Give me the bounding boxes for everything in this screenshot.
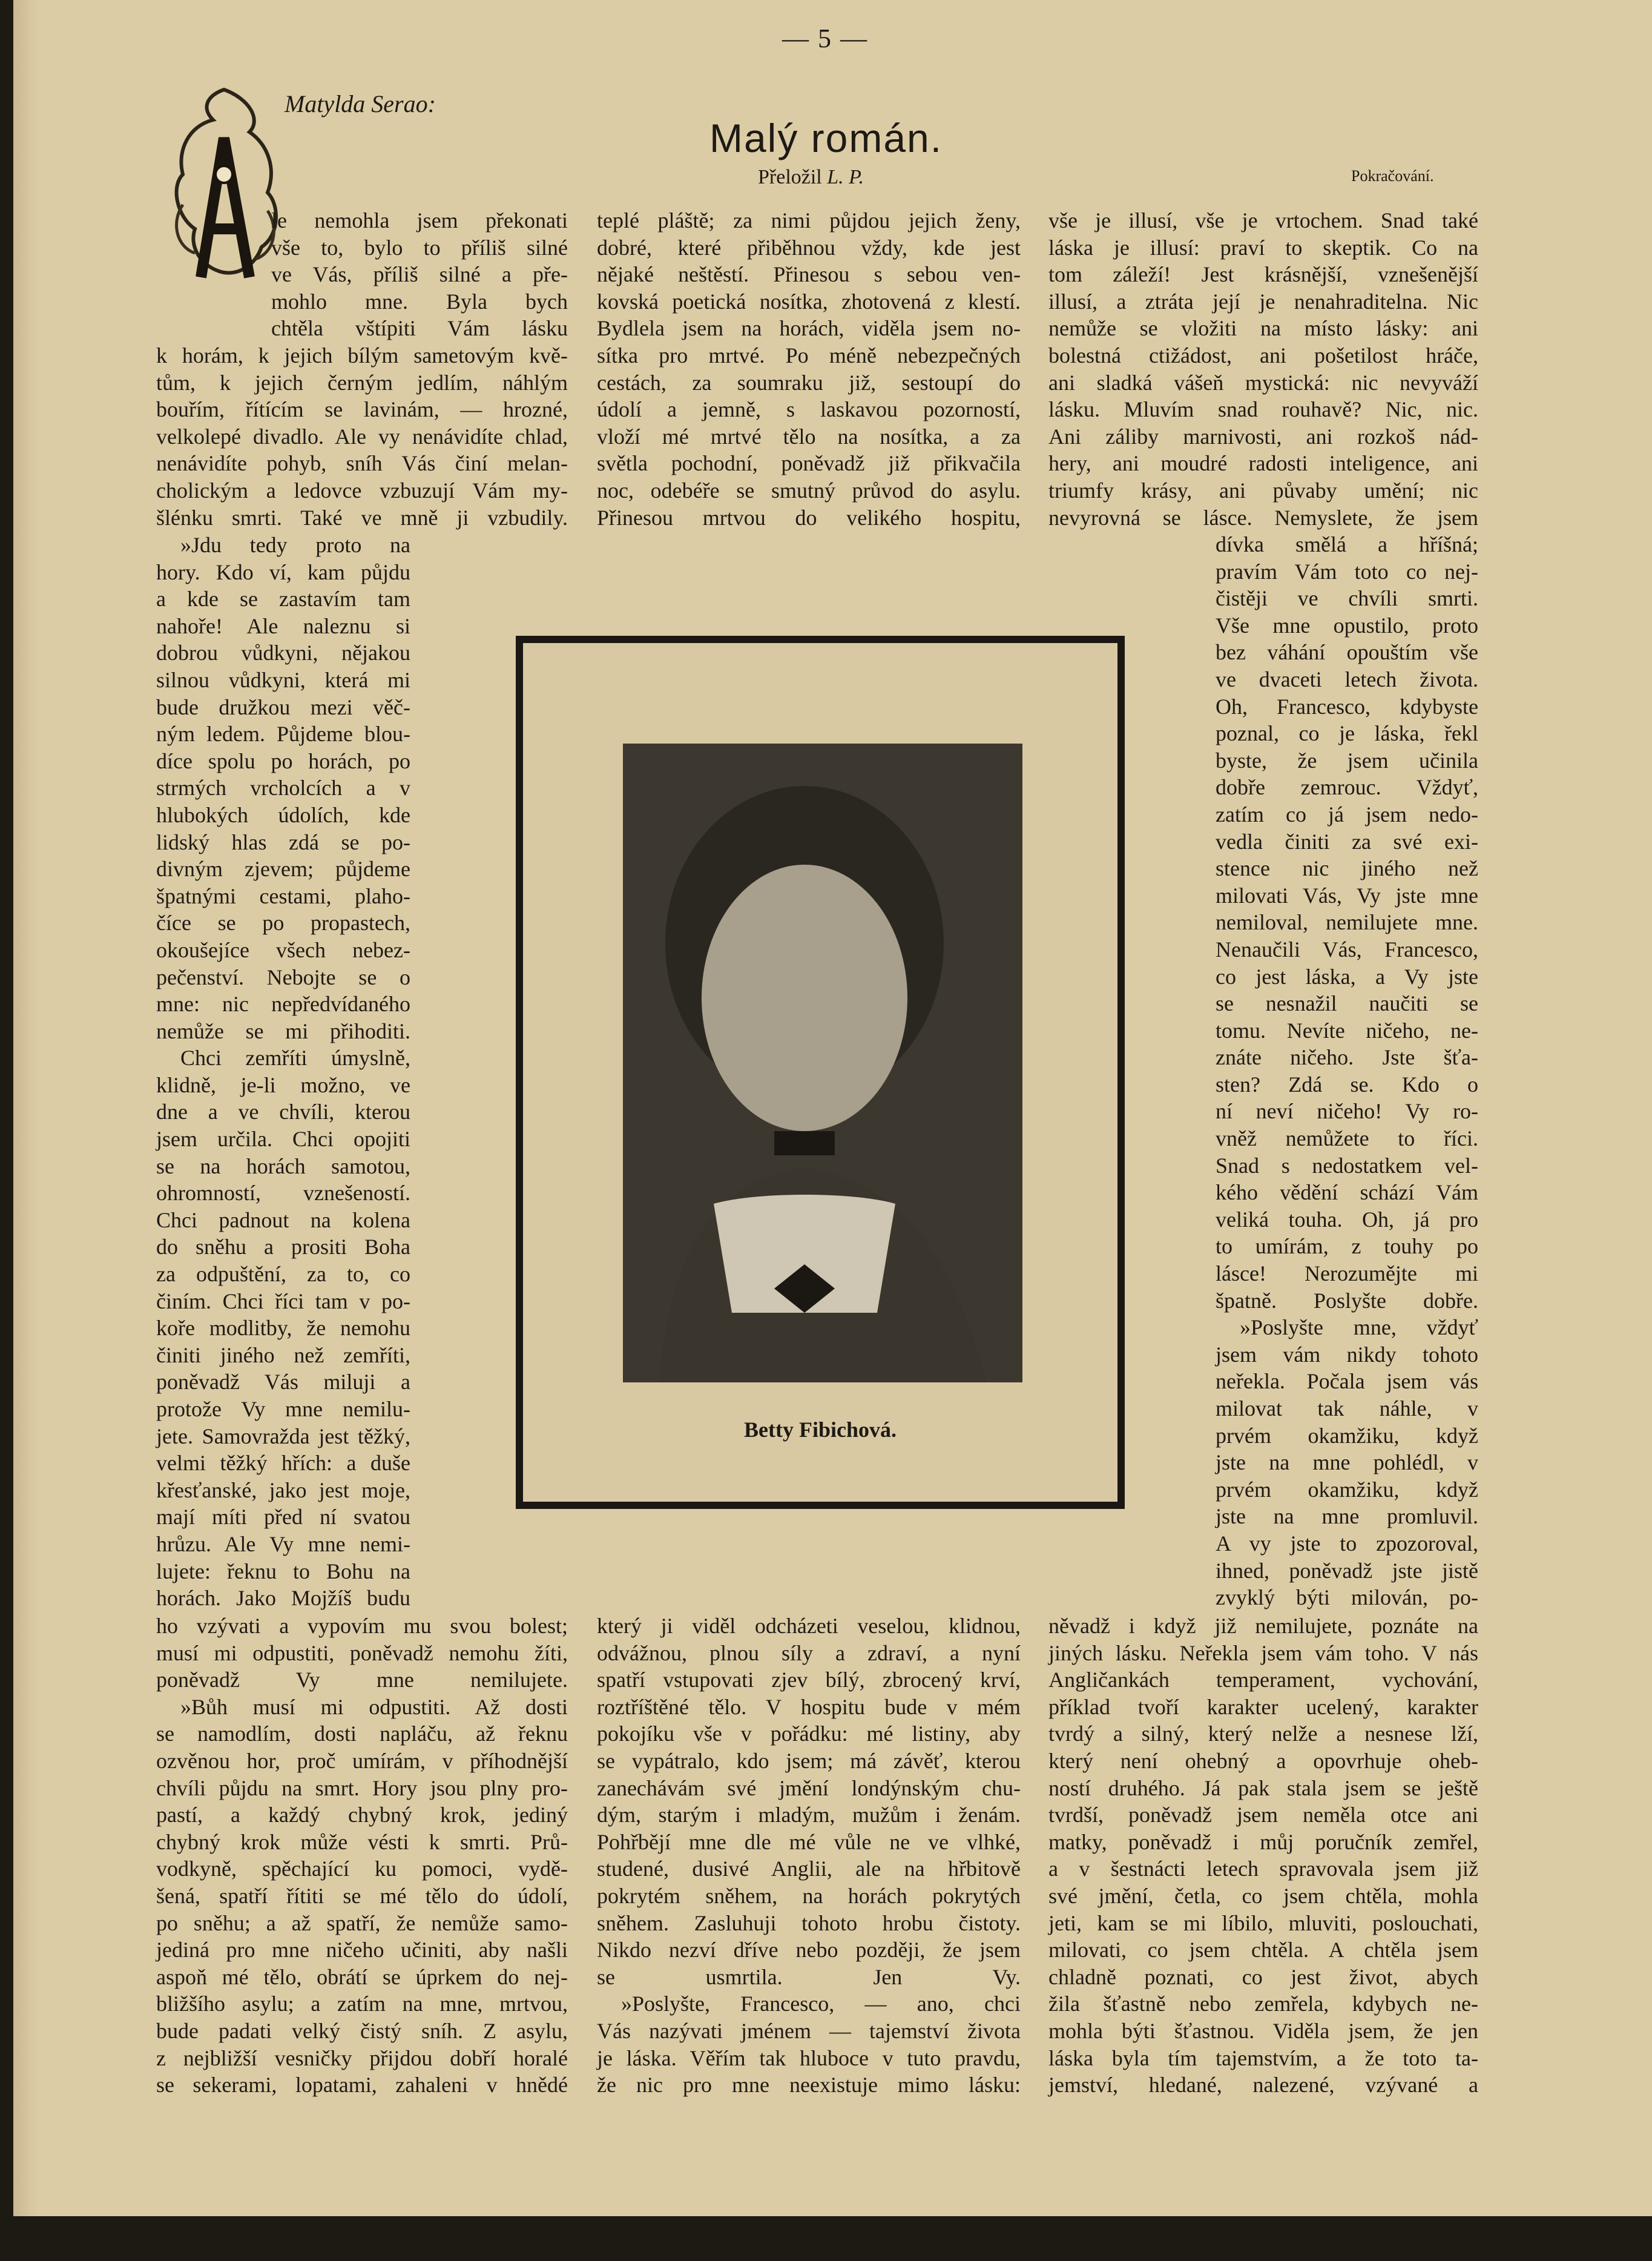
text-line: neřekla. Počala jsem vás [1216, 1369, 1478, 1394]
text-line: chladně poznati, co jest život, abych [1048, 1964, 1478, 1989]
text-line: Snad s nedostatkem vel- [1216, 1153, 1478, 1178]
bottom-paragraph [1048, 1612, 1478, 2099]
text-line: chybný krok může vésti k smrti. Prů- [156, 1829, 568, 1854]
text-line: jsem určila. Chci opojiti [156, 1127, 410, 1152]
text-line: láska je illusí: praví to skeptik. Co na [1048, 235, 1478, 260]
text-line: milovati Vás, Vy jste mne [1216, 883, 1478, 908]
top-paragraph [597, 207, 1021, 531]
text-line: mají míti před ní svatou [156, 1505, 410, 1530]
text-line: špatnými cestami, plaho- [156, 883, 410, 908]
text-line: Chci zemříti úmyslně, [180, 1046, 410, 1071]
text-line: ní neví ničeho! Vy ro- [1216, 1099, 1478, 1124]
text-line: bližšího asylu; a zatím na mne, mrtvou, [156, 1992, 568, 2016]
text-line: silnou vůdkyni, která mi [156, 667, 410, 692]
text-line: do sněhu a prositi Boha [156, 1235, 410, 1259]
author-byline: Matylda Serao: [285, 90, 436, 117]
text-line: musí mi odpustiti, poněvadž nemohu žíti, [156, 1640, 568, 1665]
text-line: vše je illusí, vše je vrtochem. Snad také [1048, 208, 1478, 233]
text-line: díce spolu po horách, po [156, 748, 410, 773]
text-line: horách. Jako Mojžíš budu [156, 1586, 410, 1611]
text-line: Chci padnout na kolena [156, 1207, 410, 1232]
text-line: stence nic jiného než [1216, 856, 1478, 881]
text-line: bude padati velký čistý sníh. Z asylu, [156, 2018, 568, 2043]
text-line: cestách, za soumraku již, sestoupí do [597, 370, 1021, 395]
text-line: bez váhání opouštím vše [1216, 640, 1478, 665]
text-line: koře modlitby, že nemohu [156, 1316, 410, 1341]
text-line: sítka pro mrtvé. Po méně nebezpečných [597, 343, 1021, 368]
text-line: aspoň mé tělo, obrátí se úprkem do nej- [156, 1964, 568, 1989]
text-line: dobrou vůdkyni, nějakou [156, 641, 410, 665]
page-number: — 5 — [782, 24, 868, 53]
text-line: milovat tak náhle, v [1216, 1396, 1478, 1421]
text-line: sten? Zdá se. Kdo o [1216, 1072, 1478, 1097]
text-line: tvrdý a silný, který nelže a nesnese lží, [1048, 1721, 1478, 1746]
text-line: činiti jiného než zemříti, [156, 1342, 410, 1367]
text-line: vedla činiti za své exi- [1216, 829, 1478, 854]
text-line: a v šestnácti letech spravovala jsem již [1048, 1857, 1478, 1881]
text-line: veliká touha. Oh, já pro [1216, 1207, 1478, 1232]
text-line: ihned, poněvadž jste jistě [1216, 1558, 1478, 1583]
text-line: Nikdo nezví dříve nebo později, že jsem [597, 1938, 1021, 1962]
text-line: jste na mne promluvil. [1216, 1504, 1478, 1529]
text-line: vodkyně, spěchající ku pomoci, vydě- [156, 1857, 568, 1881]
text-line: znáte ničeho. Jste šťa- [1216, 1045, 1478, 1070]
text-line: kého vědění schází Vám [1216, 1180, 1478, 1205]
text-line: láska byla tím tajemstvím, a že toto ta- [1048, 2045, 1478, 2070]
text-line: něvadž i když již nemilujete, poznáte na [1048, 1614, 1478, 1638]
text-line: odvážnou, plnou síly a zdraví, a nyní [597, 1640, 1021, 1665]
text-line: Oh, Francesco, kdybyste [1216, 694, 1478, 719]
text-line: ností druhého. Já pak stala jsem se ještě [1048, 1775, 1478, 1800]
text-line: šená, spatří řítiti se mé tělo do údolí, [156, 1883, 568, 1908]
dropcap-line: vše to, bylo to příliš silné [271, 235, 568, 260]
narrow-paragraph [1216, 531, 1478, 1611]
text-line: Ani záliby marnivosti, ani rozkoš nád- [1048, 424, 1478, 449]
text-line: vněž nemůžete to říci. [1216, 1126, 1478, 1151]
ornamental-initial [165, 84, 283, 286]
text-line: špatně. Poslyšte dobře. [1216, 1288, 1478, 1313]
text-line: žila šťastně nebo zemřela, kdybych ne- [1048, 1992, 1478, 2016]
dropcap-line: ve Vás, příliš silné a pře- [271, 262, 568, 287]
text-line: klidně, je-li možno, ve [156, 1072, 410, 1097]
text-line: teplé pláště; za nimi půjdou jejich ženy, [597, 208, 1021, 233]
text-line: se namodlím, dosti napláču, až řeknu [156, 1721, 568, 1746]
text-line: pastí, a každý chybný krok, jediný [156, 1803, 568, 1827]
bottom-paragraph [156, 1612, 568, 2099]
text-line: své jmění, četla, co jsem chtěla, mohla [1048, 1883, 1478, 1908]
text-line: po sněhu; a až spatří, že nemůže samo- [156, 1910, 568, 1935]
text-line: strmých vrcholcích a v [156, 776, 410, 800]
text-line: který není ohebný a opovrhuje oheb- [1048, 1748, 1478, 1773]
text-line: nevyrovná se lásce. Nemyslete, že jsem [1048, 505, 1478, 530]
text-line: číce se po propastech, [156, 911, 410, 936]
text-line: dívka smělá a hříšná; [1216, 532, 1478, 556]
continued-note: Pokračování. [1351, 167, 1434, 185]
text-line: »Poslyšte, Francesco, — ano, chci [621, 1992, 1021, 2016]
text-line: k horám, k jejich bílým sametovým kvě- [156, 343, 568, 368]
text-line: tom záleží! Jest krásnější, vznešenější [1048, 262, 1478, 287]
translator-prefix: Přeložil [758, 166, 822, 188]
text-line: ohromností, vznešeností. [156, 1181, 410, 1206]
text-line: dým, starým i mladým, mužům i ženám. [597, 1803, 1021, 1827]
text-line: »Poslyšte mne, vždyť [1240, 1315, 1478, 1340]
text-line: roztříštěné tělo. V hospitu bude v mém [597, 1694, 1021, 1719]
text-line: hery, ani moudré radosti inteligence, ani [1048, 451, 1478, 476]
text-line: prvém okamžiku, když [1216, 1477, 1478, 1502]
text-line: prvém okamžiku, když [1216, 1423, 1478, 1448]
text-line: byste, že jsem učinila [1216, 748, 1478, 773]
text-line: lásku. Mluvím snad rouhavě? Nic, nic. [1048, 397, 1478, 422]
dropcap-paragraph [271, 207, 568, 342]
text-line: lidský hlas zdá se po- [156, 830, 410, 854]
text-line: hlubokých údolích, kde [156, 802, 410, 827]
text-line: Pohřbějí mne dle mé vůle ne ve vlhké, [597, 1829, 1021, 1854]
text-line: milovati, co jsem chtěla. A chtěla jsem [1048, 1938, 1478, 1962]
text-line: že nic pro mne neexistuje mimo lásku: [597, 2073, 1021, 2098]
text-line: tomu. Nevíte ničeho, ne- [1216, 1018, 1478, 1043]
text-line: křesťanské, jako jest moje, [156, 1477, 410, 1502]
text-line: světla pochodní, poněvadž již přikvačila [597, 451, 1021, 476]
text-line: se usmrtila. Jen Vy. [597, 1964, 1021, 1989]
text-line: mne: nic nepředvídaného [156, 992, 410, 1017]
text-line: Bydlela jsem na horách, viděla jsem no- [597, 316, 1021, 341]
text-line: nemůže se vložiti na místo lásky: ani [1048, 316, 1478, 341]
text-line: Přinesou mrtvou do velikého hospitu, [597, 505, 1021, 530]
text-line: nějaké neštěstí. Přinesou s sebou ven- [597, 262, 1021, 287]
text-line: Vše mne opustilo, proto [1216, 613, 1478, 638]
text-line: dobře zemrouc. Vždyť, [1216, 775, 1478, 800]
text-line: protože Vy mne nemilu- [156, 1397, 410, 1421]
dropcap-line: chtěla vštípiti Vám lásku [271, 316, 568, 341]
text-line: bude družkou mezi věč- [156, 695, 410, 719]
wide-paragraph [156, 342, 568, 531]
text-line: noc, odebéře se smutný průvod do asylu. [597, 478, 1021, 503]
text-line: poněvadž Vás miluji a [156, 1370, 410, 1395]
text-line: »Jdu tedy proto na [180, 533, 410, 557]
text-line: nemůže se mi přihoditi. [156, 1018, 410, 1043]
text-line: chvíli půjdu na smrt. Hory jsou plny pro- [156, 1775, 568, 1800]
text-line: pečenství. Nebojte se o [156, 965, 410, 989]
text-line: ozvěnou hor, proč umírám, v příhodnější [156, 1748, 568, 1773]
text-line: okoušejíce všech nebez- [156, 937, 410, 962]
text-line: činím. Chci říci tam v po- [156, 1289, 410, 1313]
text-line: se sekerami, lopatami, zahaleni v hnědé [156, 2073, 568, 2098]
text-line: se nesnažil naučiti se [1216, 991, 1478, 1016]
text-line: zanechávám své jmění londýnským chu- [597, 1775, 1021, 1800]
text-line: se na horách samotou, [156, 1154, 410, 1178]
text-line: šlénku smrti. Také ve mně ji vzbudily. [156, 505, 568, 530]
text-line: je láska. Věřím tak hluboce v tuto pravdu, [597, 2045, 1021, 2070]
portrait-image [623, 744, 1022, 1382]
text-line: mohla býti šťastnou. Viděla jsem, že jen [1048, 2018, 1478, 2043]
translator-credit [758, 166, 864, 189]
text-line: jediná pro mne ničeho učiniti, aby našli [156, 1938, 568, 1962]
text-line: poněvadž Vy mne nemilujete. [156, 1668, 568, 1692]
text-line: jsem vám nikdy tohoto [1216, 1342, 1478, 1367]
text-line: se vypátralo, kdo jsem; má závěť, kterou [597, 1748, 1021, 1773]
text-line: zatím co já jsem nedo- [1216, 802, 1478, 827]
text-line: matky, poněvadž i můj poručník zemřel, [1048, 1829, 1478, 1854]
text-line: Angličankách temperament, vychování, [1048, 1668, 1478, 1692]
text-line: ani sladká vášeň mystická: nic nevyváží [1048, 370, 1478, 395]
text-line: ným ledem. Půjdeme blou- [156, 722, 410, 747]
text-line: tům, k jejich černým jedlím, náhlým [156, 370, 568, 395]
text-line: nahoře! Ale naleznu si [156, 613, 410, 638]
text-line: vloží mé mrtvé tělo na nosítka, a za [597, 424, 1021, 449]
text-line: jete. Samovražda jest těžký, [156, 1424, 410, 1448]
text-line: cholickým a ledovce vzbuzují Vám my- [156, 478, 568, 503]
text-line: pokojíku vše v pořádku: mé listiny, aby [597, 1721, 1021, 1746]
text-line: nenávidíte pohyb, sníh Vás činí melan- [156, 451, 568, 476]
translator-name: L. P. [827, 166, 864, 188]
text-line: sněhem. Zasluhuji tohoto hrobu čistoty. [597, 1910, 1021, 1935]
text-line: ho vzývati a vypovím mu svou bolest; [156, 1614, 568, 1638]
dropcap-line: mohlo mne. Byla bych [271, 289, 568, 314]
text-line: ve dvaceti letech života. [1216, 667, 1478, 692]
text-line: poznal, co je láska, řekl [1216, 721, 1478, 746]
text-line: studené, dusivé Anglii, ale na hřbitově [597, 1857, 1021, 1881]
text-line: nemiloval, nemilujete mne. [1216, 910, 1478, 935]
narrow-paragraph [156, 532, 410, 1612]
text-line: hory. Kdo ví, kam půjdu [156, 559, 410, 584]
text-line: lujete: řeknu to Bohu na [156, 1559, 410, 1583]
dropcap-line: le nemohla jsem překonati [271, 208, 568, 233]
text-line: a kde se zastavím tam [156, 587, 410, 612]
text-line: dobré, které přiběhnou vždy, kde jest [597, 235, 1021, 260]
text-line: příklad tvoří karakter ucelený, karakter [1048, 1694, 1478, 1719]
text-line: spatří vstupovati zjev bílý, zbrocený krví, [597, 1668, 1021, 1692]
text-line: pokrytém sněhem, na horách pokrytých [597, 1883, 1021, 1908]
text-line: z nejbližší vesničky přijdou dobří horalé [156, 2045, 568, 2070]
ornamental-initial-a-icon [165, 84, 283, 286]
text-line: hrůzu. Ale Vy mne nemi- [156, 1531, 410, 1556]
photo-caption: Betty Fibichová. [744, 1418, 897, 1442]
portrait-photo [623, 744, 1022, 1382]
text-line: illusí, a ztráta její je nenahraditelna. Nic [1048, 289, 1478, 314]
text-line: údolí a jemně, s laskavou pozorností, [597, 397, 1021, 422]
text-line: velmi těžký hřích: a duše [156, 1451, 410, 1476]
text-line: triumfy krásy, ani půvaby umění; nic [1048, 478, 1478, 503]
text-line: jste na mne pohlédl, v [1216, 1450, 1478, 1475]
text-line: tvrdší, poněvadž jsem neměla otce ani [1048, 1803, 1478, 1827]
text-line: lásce! Nerozumějte mi [1216, 1261, 1478, 1286]
text-line: za odpuštění, za to, co [156, 1262, 410, 1287]
text-line: divným zjevem; půjdeme [156, 857, 410, 882]
text-line: čistěji ve chvíli smrti. [1216, 586, 1478, 611]
text-line: A vy jste to zpozoroval, [1216, 1531, 1478, 1556]
text-line: jeti, kam se mi líbilo, mluviti, poslouchati, [1048, 1910, 1478, 1935]
text-line: co jest láska, a Vy jste [1216, 964, 1478, 989]
text-line: to umírám, z touhy po [1216, 1234, 1478, 1259]
text-line: jemství, hledané, nalezené, vzývané a [1048, 2073, 1478, 2098]
text-line: jiných lásku. Neřekla jsem vám toho. V nás [1048, 1640, 1478, 1665]
text-line: »Bůh musí mi odpustiti. Až dosti [180, 1694, 568, 1719]
text-line: velkolepé divadlo. Ale vy nenávidíte chlad, [156, 424, 568, 449]
bottom-paragraph [597, 1612, 1021, 2099]
text-line: kovská poetická nosítka, zhotovená z klestí. [597, 289, 1021, 314]
top-paragraph [1048, 207, 1478, 531]
text-line: který ji viděl odcházeti veselou, klidnou, [597, 1614, 1021, 1638]
text-line: pravím Vám toto co nej- [1216, 559, 1478, 584]
text-line: bouřím, řítícím se lavinám, — hrozné, [156, 397, 568, 422]
article-title: Malý román. [709, 116, 943, 160]
text-line: Nenaučili Vás, Francesco, [1216, 937, 1478, 962]
text-line: zvyklý býti milován, po- [1216, 1585, 1478, 1610]
text-line: dne a ve chvíli, kterou [156, 1100, 410, 1124]
text-line: Vás nazývati jménem — tajemství života [597, 2018, 1021, 2043]
text-line: bolestná ctižádost, ani pošetilost hráče, [1048, 343, 1478, 368]
